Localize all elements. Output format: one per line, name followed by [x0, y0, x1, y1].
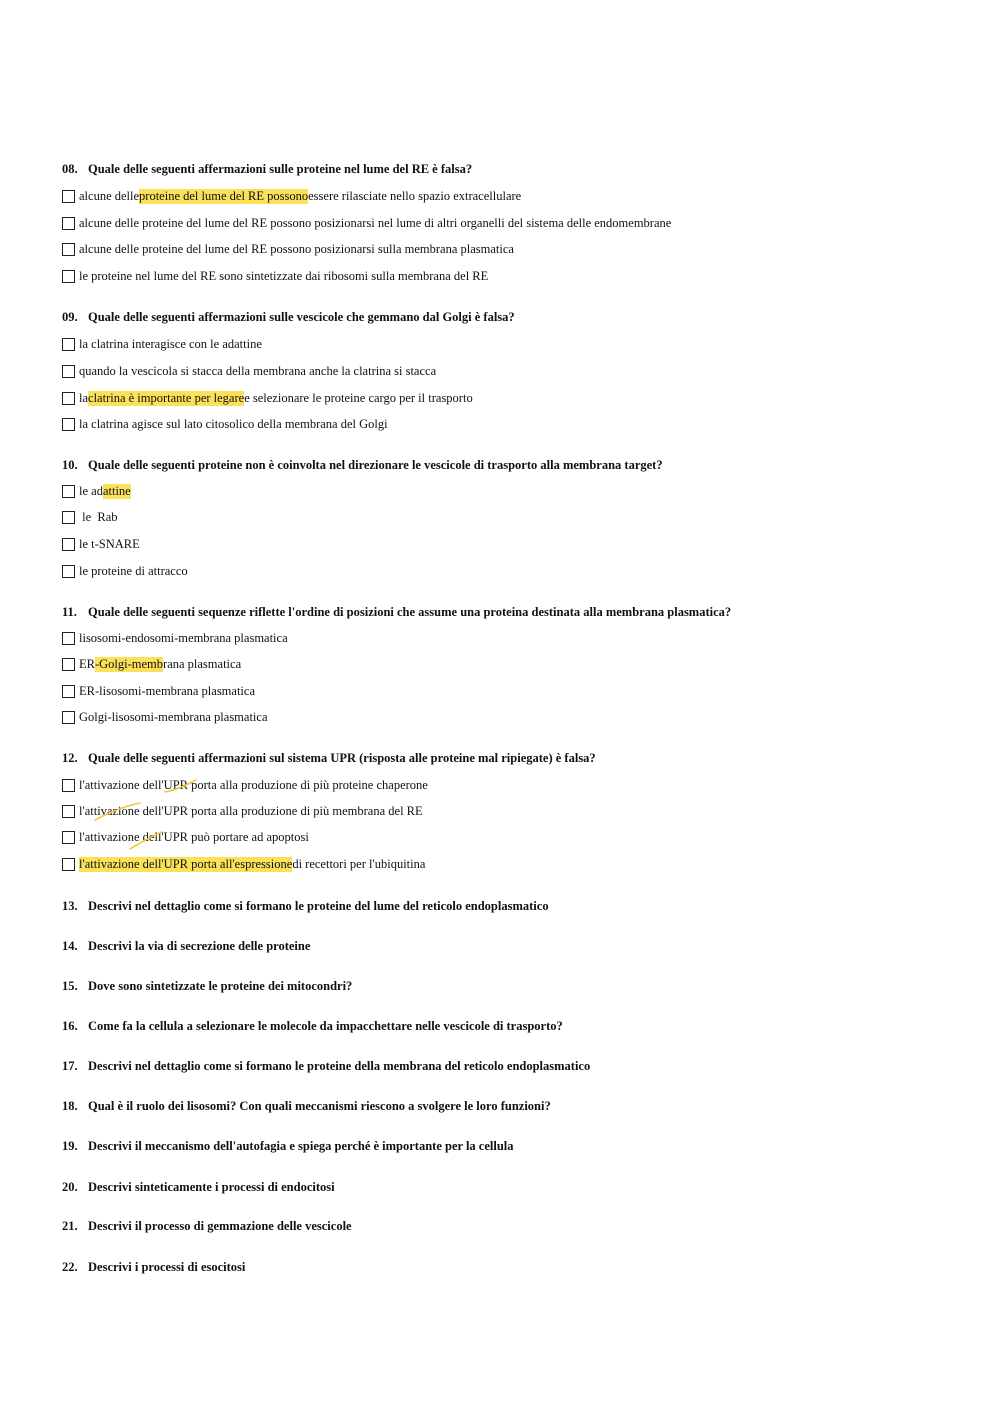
question-19: 19. Descrivi il meccanismo dell'autofagia e spiega perché è importante per la cellula: [62, 1139, 514, 1153]
option-10-a[interactable]: le ad attine: [62, 484, 131, 499]
question-text: Descrivi la via di secrezione delle proteine: [88, 939, 311, 953]
checkbox[interactable]: [62, 243, 75, 256]
option-08-c[interactable]: alcune delle proteine del lume del RE possono posizionarsi sulla membrana plasmatica: [62, 242, 514, 257]
question-text: Descrivi nel dettaglio come si formano le proteine della membrana del reticolo endoplasmatico: [88, 1059, 591, 1073]
option-11-a[interactable]: lisosomi-endosomi-membrana plasmatica: [62, 631, 288, 646]
question-text: Descrivi il processo di gemmazione delle vescicole: [88, 1219, 352, 1233]
question-22: 22. Descrivi i processi di esocitosi: [62, 1260, 246, 1274]
checkbox[interactable]: [62, 685, 75, 698]
question-21: 21. Descrivi il processo di gemmazione delle vescicole: [62, 1219, 352, 1233]
question-11: 11. Quale delle seguenti sequenze riflette l'ordine di posizioni che assume una proteina destinata alla membrana plasmatica?: [62, 605, 732, 619]
question-text: Dove sono sintetizzate le proteine dei mitocondri?: [88, 979, 353, 993]
question-text: Quale delle seguenti affermazioni sulle proteine nel lume del RE è falsa?: [88, 162, 473, 176]
question-12: 12. Quale delle seguenti affermazioni sul sistema UPR (risposta alle proteine mal ripiegate) è falsa?: [62, 751, 596, 765]
checkbox[interactable]: [62, 338, 75, 351]
option-12-d[interactable]: l'attivazione dell'UPR porta all'espressione di recettori per l'ubiquitina: [62, 857, 425, 872]
question-text: Quale delle seguenti proteine non è coinvolta nel direzionare le vescicole di trasporto alla membrana target?: [88, 458, 663, 472]
option-10-c[interactable]: le t-SNARE: [62, 537, 140, 552]
checkbox[interactable]: [62, 632, 75, 645]
option-09-d[interactable]: la clatrina agisce sul lato citosolico della membrana del Golgi: [62, 417, 388, 432]
option-09-a[interactable]: la clatrina interagisce con le adattine: [62, 337, 262, 352]
checkbox[interactable]: [62, 831, 75, 844]
question-18: 18. Qual è il ruolo dei lisosomi? Con quali meccanismi riescono a svolgere le loro funzioni?: [62, 1099, 551, 1113]
checkbox[interactable]: [62, 658, 75, 671]
question-09: 09. Quale delle seguenti affermazioni sulle vescicole che gemmano dal Golgi è falsa?: [62, 310, 515, 324]
checkbox[interactable]: [62, 392, 75, 405]
checkbox[interactable]: [62, 779, 75, 792]
checkbox[interactable]: [62, 190, 75, 203]
option-11-b[interactable]: ER -Golgi-memb rana plasmatica: [62, 657, 241, 672]
option-10-b[interactable]: le Rab: [62, 510, 118, 525]
checkbox[interactable]: [62, 365, 75, 378]
option-08-a[interactable]: alcune delle proteine del lume del RE possono essere rilasciate nello spazio extracellulare: [62, 189, 521, 204]
question-13: 13. Descrivi nel dettaglio come si formano le proteine del lume del reticolo endoplasmatico: [62, 899, 549, 913]
option-11-d[interactable]: Golgi-lisosomi-membrana plasmatica: [62, 710, 268, 725]
question-text: Descrivi nel dettaglio come si formano le proteine del lume del reticolo endoplasmatico: [88, 899, 549, 913]
question-20: 20. Descrivi sinteticamente i processi di endocitosi: [62, 1180, 335, 1194]
checkbox[interactable]: [62, 805, 75, 818]
checkbox[interactable]: [62, 270, 75, 283]
option-08-b[interactable]: alcune delle proteine del lume del RE possono posizionarsi nel lume di altri organelli del sistema delle endomembrane: [62, 216, 671, 231]
question-16: 16. Come fa la cellula a selezionare le molecole da impacchettare nelle vescicole di trasporto?: [62, 1019, 563, 1033]
highlighted-text: proteine del lume del RE possono: [139, 189, 309, 203]
question-17: 17. Descrivi nel dettaglio come si formano le proteine della membrana del reticolo endoplasmatico: [62, 1059, 591, 1073]
checkbox[interactable]: [62, 711, 75, 724]
checkbox[interactable]: [62, 418, 75, 431]
highlighted-text: clatrina è importante per legare: [88, 391, 245, 405]
checkbox[interactable]: [62, 565, 75, 578]
checkbox[interactable]: [62, 858, 75, 871]
option-12-b[interactable]: l'attivazione dell'UPR porta alla produzione di più membrana del RE: [62, 804, 423, 819]
question-text: Qual è il ruolo dei lisosomi? Con quali meccanismi riescono a svolgere le loro funzioni?: [88, 1099, 551, 1113]
checkbox[interactable]: [62, 485, 75, 498]
option-08-d[interactable]: le proteine nel lume del RE sono sintetizzate dai ribosomi sulla membrana del RE: [62, 269, 488, 284]
option-09-b[interactable]: quando la vescicola si stacca della membrana anche la clatrina si stacca: [62, 364, 436, 379]
checkbox[interactable]: [62, 538, 75, 551]
question-08: 08. Quale delle seguenti affermazioni sulle proteine nel lume del RE è falsa?: [62, 162, 473, 176]
highlighted-text: l'attivazione dell'UPR porta all'espressione: [79, 857, 293, 871]
option-11-c[interactable]: ER-lisosomi-membrana plasmatica: [62, 684, 255, 699]
question-text: Come fa la cellula a selezionare le molecole da impacchettare nelle vescicole di trasporto?: [88, 1019, 563, 1033]
question-text: Quale delle seguenti affermazioni sulle vescicole che gemmano dal Golgi è falsa?: [88, 310, 515, 324]
question-10: 10. Quale delle seguenti proteine non è coinvolta nel direzionare le vescicole di trasporto alla membrana target?: [62, 458, 663, 472]
highlighted-text: -Golgi-memb: [94, 657, 164, 671]
checkbox[interactable]: [62, 217, 75, 230]
question-text: Descrivi i processi di esocitosi: [88, 1260, 246, 1274]
question-text: Descrivi il meccanismo dell'autofagia e spiega perché è importante per la cellula: [88, 1139, 514, 1153]
option-10-d[interactable]: le proteine di attracco: [62, 564, 188, 579]
checkbox[interactable]: [62, 511, 75, 524]
question-text: Quale delle seguenti affermazioni sul sistema UPR (risposta alle proteine mal ripiegate) è falsa?: [88, 751, 596, 765]
question-text: Descrivi sinteticamente i processi di endocitosi: [88, 1180, 335, 1194]
option-09-c[interactable]: la clatrina è importante per legare e selezionare le proteine cargo per il trasporto: [62, 391, 473, 406]
option-12-a[interactable]: l'attivazione dell'UPR porta alla produzione di più proteine chaperone: [62, 778, 428, 793]
question-15: 15. Dove sono sintetizzate le proteine dei mitocondri?: [62, 979, 353, 993]
question-14: 14. Descrivi la via di secrezione delle proteine: [62, 939, 311, 953]
highlighted-text: attine: [102, 484, 131, 498]
question-text: Quale delle seguenti sequenze riflette l'ordine di posizioni che assume una proteina destinata alla membrana plasmatica?: [88, 605, 732, 619]
option-12-c[interactable]: l'attivazione dell'UPR può portare ad apoptosi: [62, 830, 309, 845]
